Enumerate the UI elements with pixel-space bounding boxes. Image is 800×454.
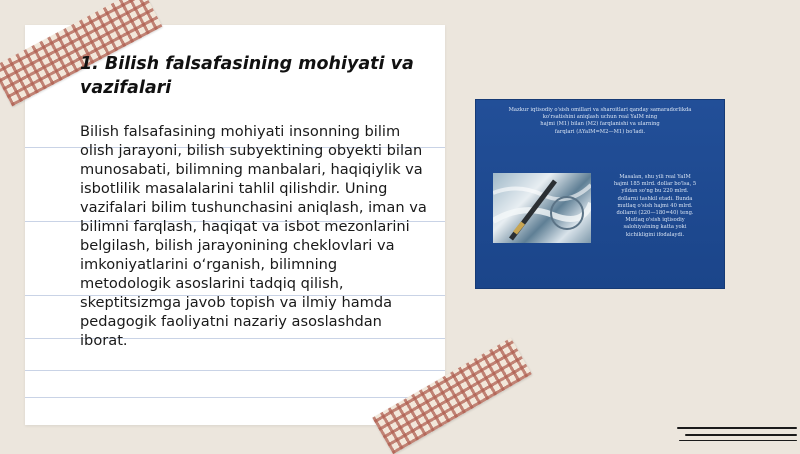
slide-text-line: hajmi (M1) bilan (M2) farqlanishi va ularning	[540, 121, 660, 128]
slide-photo	[493, 173, 591, 243]
slide-top-text	[490, 107, 710, 136]
brush-stroke	[677, 427, 797, 429]
body-paragraph: Bilish falsafasining mohiyati insonning bilim olish jarayoni, bilish subyektining obyekti bilan munosabati, bilimning manbalari, haqiqiylik va isbotlilik masalalarini tahlil qilishdir. Uning vazifalari bilim tushunchasini aniqlash, iman va bilimni farqlash, haqiqat va isbot mezonlarini belgilash, bilish jarayonining cheklovlari va imkoniyatlarini o‘rganish, bilimning metodologik asoslarini tadqiq qilish, skeptitsizmga javob topish va ilmiy hamda pedagogik faoliyatni nazariy asoslashdan iborat.	[80, 123, 427, 349]
slide-text-line: ko'rsatishini aniqlash uchun real YaIM ning	[542, 114, 658, 121]
title-line-1: 1. Bilish falsafasining mohiyati va	[80, 54, 414, 74]
brush-stroke	[679, 440, 797, 441]
pen-and-papers-picture	[493, 173, 591, 243]
slide-text-line: salohiyatning katta yoki	[623, 224, 687, 231]
decorative-brush-strokes	[675, 424, 800, 444]
brush-stroke	[685, 434, 797, 436]
slide-text-line: hajmi 185 mlrd. dollar bo'lsa, 5	[613, 181, 697, 188]
slide-text-line: kichikligini ifodalaydi.	[625, 231, 685, 238]
slide-text-line: yildan so'ng bu 220 mlrd.	[621, 188, 689, 195]
slide-right-text	[596, 174, 714, 239]
page-title	[80, 52, 420, 100]
slide-text-line: Masalan, shu yili real YaIM	[619, 174, 691, 180]
embedded-slide-image	[475, 99, 725, 289]
slide-text-line: Mutlaq o'sish iqtisodiy	[625, 217, 685, 224]
slide-text-line: Mazkur iqtisodiy o'sish omillari va sharoitlari qanday samaradorlikda	[508, 107, 692, 113]
slide-text-line: mutlaq o'sish hajmi 40 mlrd.	[617, 202, 693, 209]
slide-text-line: dollarni (220—180=40) teng.	[616, 210, 694, 217]
slide-text-line: farqlari (ΔYaIM=M2—M1) bo'ladi.	[554, 128, 646, 135]
slide-text-line: dollarni tashkil etadi. Bunda	[617, 195, 693, 202]
ruled-line	[25, 370, 445, 371]
title-line-2: vazifalari	[80, 78, 172, 98]
ruled-line	[25, 397, 445, 398]
